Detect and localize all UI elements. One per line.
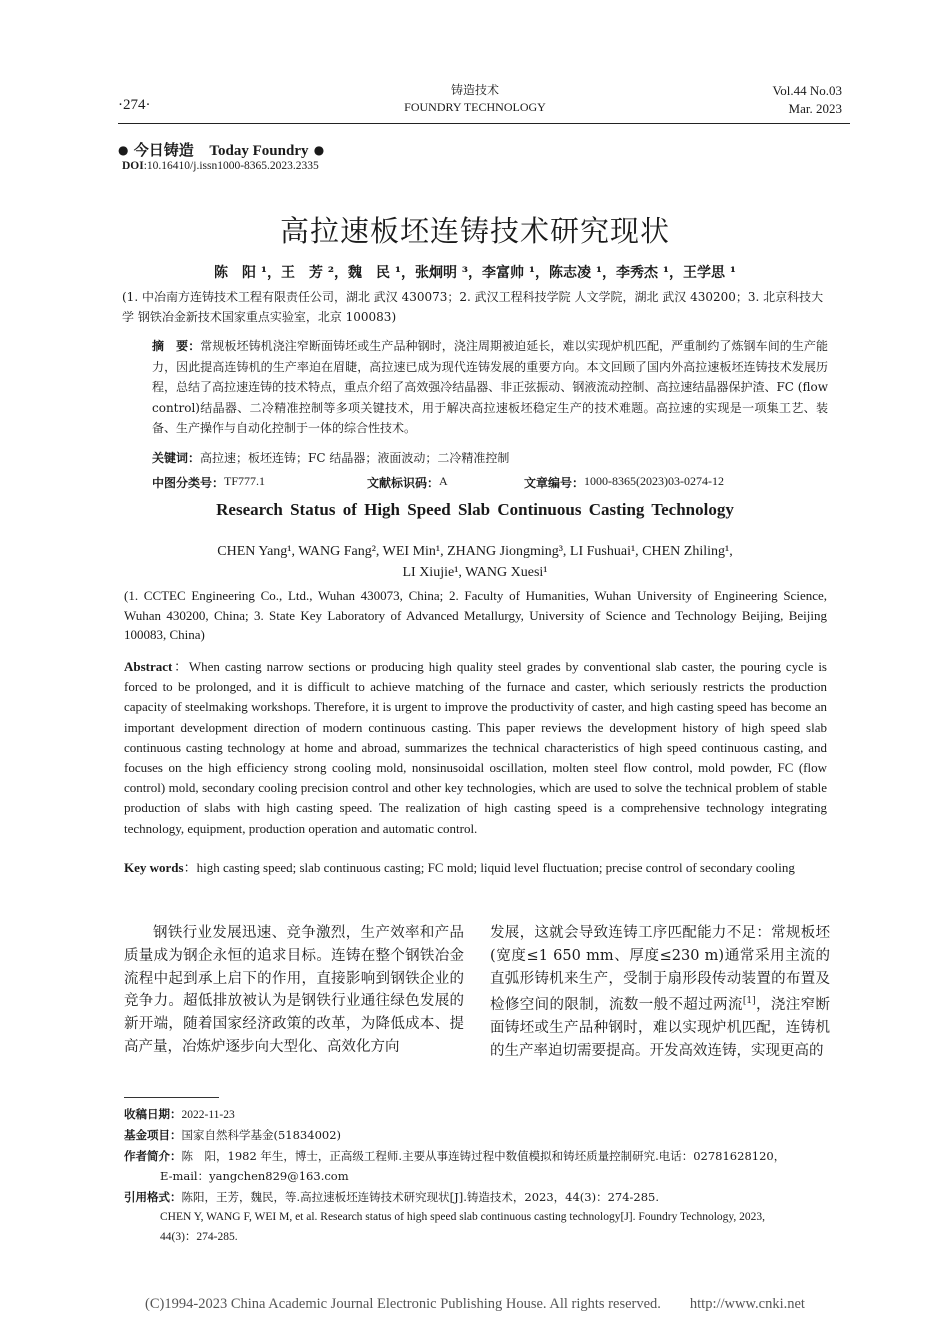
bullet-icon: ●	[118, 143, 129, 157]
abstract-en	[124, 657, 827, 839]
body-column-right	[490, 922, 830, 1063]
authors-en-line: CHEN Yang¹, WANG Fang², WEI Min¹, ZHANG Jiongming³, LI Fushuai¹, CHEN Zhiling¹,	[217, 544, 733, 559]
doi-label: DOI	[122, 160, 144, 172]
journal-name-cn: 铸造技术	[450, 83, 499, 97]
doi[interactable]	[122, 160, 319, 172]
keywords-en-label: Key words	[124, 860, 184, 875]
authors-en	[0, 541, 950, 583]
bullet-icon: ●	[313, 143, 325, 157]
abstract-cn	[152, 336, 828, 439]
body-text: ，浇注窄断面铸坯或生产品种钢时，难以实现炉机匹配，连铸机的生产率迫切需要提高。开发高效连铸，实现更高的	[490, 997, 830, 1059]
journal-name-en: FOUNDRY TECHNOLOGY	[404, 100, 546, 114]
authors-cn: 陈 阳 ¹，王 芳 ²，魏 民 ¹，张炯明 ³，李富帅 ¹，陈志凌 ¹，李秀杰 ¹，王学思 ¹	[213, 265, 737, 281]
footnote-received: 收稿日期：2022-11-23	[124, 1107, 235, 1121]
paper-title-en: Research Status of High Speed Slab Continuous Casting Technology	[216, 500, 734, 519]
column-label-cn: 今日铸造	[133, 141, 194, 159]
column-tag	[118, 139, 324, 160]
author-email[interactable]: E-mail：yangchen829@163.com	[160, 1169, 349, 1183]
issue-date: Mar. 2023	[788, 101, 842, 116]
affiliation-cn: (1. 中冶南方连铸技术工程有限责任公司，湖北 武汉 430073；2. 武汉工程科技学院 人文学院，湖北 武汉 430200；3. 北京科技大学 钢铁冶金新技术国家重点实验室，北京 100083)	[122, 290, 824, 324]
document-code: 文献标识码： A	[367, 474, 448, 490]
clc-number: 中图分类号： TF777.1	[152, 474, 266, 490]
body-text: 发展，这就会导致连铸工序匹配能力不足：常规板坯(宽度≤1 650 mm、厚度≤230 m)通常采用主流的直弧形铸机来生产，受制于扇形段传动装置的布置及检修空间的限制，流数一般不超过两流	[490, 925, 830, 1014]
affiliation-en: (1. CCTEC Engineering Co., Ltd., Wuhan 430073, China; 2. Faculty of Humanities, Wuhan University of Engineering Science, Wuhan 430200, China; 3. State Key Laboratory of Advanced Metallurgy, University of Science and Technology Beijing, Beijing 100083, China)	[124, 588, 827, 642]
column-label-en: Today Foundry	[209, 143, 309, 159]
keywords-cn	[152, 449, 509, 466]
footnote-rule	[124, 1097, 219, 1098]
citation-en: 44(3)：274-285.	[160, 1231, 238, 1243]
authors-en-line: LI Xiujie¹, WANG Xuesi¹	[402, 565, 548, 580]
abstract-cn-label: 摘 要：	[152, 339, 201, 353]
footnote-author: 作者简介：陈 阳，1982 年生，博士，正高级工程师.主要从事连铸过程中数值模拟和铸坯质量控制研究.电话：02781628120， E-mail：yangchen829@163.com	[124, 1146, 844, 1186]
keywords-cn-label: 关键词：	[152, 451, 201, 465]
doi-value[interactable]: :10.16410/j.issn1000-8365.2023.2335	[143, 160, 319, 172]
keywords-cn-text: 高拉速；板坯连铸；FC 结晶器；液面波动；二冷精准控制	[200, 451, 510, 465]
reference-marker[interactable]: [1]	[742, 996, 756, 1007]
citation-en: CHEN Y, WANG F, WEI M, et al. Research status of high speed slab continuous casting technology[J]. Foundry Technology, 2023,	[160, 1211, 766, 1223]
abstract-en-text: ：When casting narrow sections or producing high quality steel grades by conventional slab caster, the pouring cycle is forced to be prolonged, and it is difficult to achieve matching of the furnace and caster, which seriously restricts the production capacity of steelmaking workshops. Therefore, it is urgent to improve the productivity of caster, and high casting speed has become an important development direction of modern continuous casting. This paper reviews the development history of high speed slab continuous casting technology at home and abroad, summarizes the technical characteristics of high speed continuous casting, and focuses on the high efficiency strong cooling mold, nonsinusoidal oscillation, molten steel flow control, mold powder, FC (flow control) mold, secondary cooling precision control and other key technologies, which are used to solve the technical problem of stable production of slabs with high casting speed. The realization of high casting speed is a comprehensive technology integrating technology, equipment, production operation and automatic control.	[124, 659, 827, 836]
keywords-en	[124, 858, 827, 878]
abstract-en-label: Abstract	[124, 659, 173, 674]
copyright-notice: (C)1994-2023 China Academic Journal Electronic Publishing House. All rights reserved. http://www.cnki.net	[145, 1296, 805, 1312]
abstract-cn-text: 常规板坯铸机浇注窄断面铸坯或生产品种钢时，浇注周期被迫延长，难以实现炉机匹配，严重制约了炼钢车间的生产能力，因此提高连铸机的生产率迫在眉睫，高拉速已成为现代连铸发展的重要方向。本文回顾了国内外高拉速板坯连铸技术发展历程，总结了高拉速连铸的技术特点，重点介绍了高效强冷结晶器、非正弦振动、钢液流动控制、高拉速结晶器保护渣、FC (flow control)结晶器、二冷精准控制等多项关键技术，用于解决高拉速板坯稳定生产的技术难题。高拉速的实现是一项集工艺、装备、生产操作与自动化控制于一体的综合性技术。	[152, 339, 828, 435]
article-number: 文章编号： 1000-8365(2023)03-0274-12	[524, 474, 724, 490]
issue-info	[773, 82, 842, 118]
paper-title-cn: 高拉速板坯连铸技术研究现状	[279, 214, 670, 248]
footnote-citation: 引用格式：陈阳，王芳，魏民，等.高拉速板坯连铸技术研究现状[J].铸造技术，2023，44(3)：274-285. CHEN Y, WANG F, WEI M, et al. Research status of high speed slab continuous casting technology[J]. Foundry Technology, 2023, 44(3)：274-285.	[124, 1187, 844, 1247]
header-rule	[118, 123, 850, 124]
footnote-fund: 基金项目：国家自然科学基金(51834002)	[124, 1128, 342, 1142]
body-column-left: 钢铁行业发展迅速、竞争激烈，生产效率和产品质量成为钢企永恒的追求目标。连铸在整个钢铁冶金流程中起到承上启下的作用，直接影响到钢铁企业的竞争力。超低排放被认为是钢铁行业通往绿色发展的新开端，随着国家经济政策的改革，为降低成本、提高产量，冶炼炉逐步向大型化、高效化方向	[124, 925, 464, 1055]
volume-issue: Vol.44 No.03	[772, 83, 842, 98]
page-number: ·274·	[118, 97, 151, 113]
keywords-en-text: ：high casting speed; slab continuous casting; FC mold; liquid level fluctuation; precise control of secondary cooling	[183, 860, 795, 875]
